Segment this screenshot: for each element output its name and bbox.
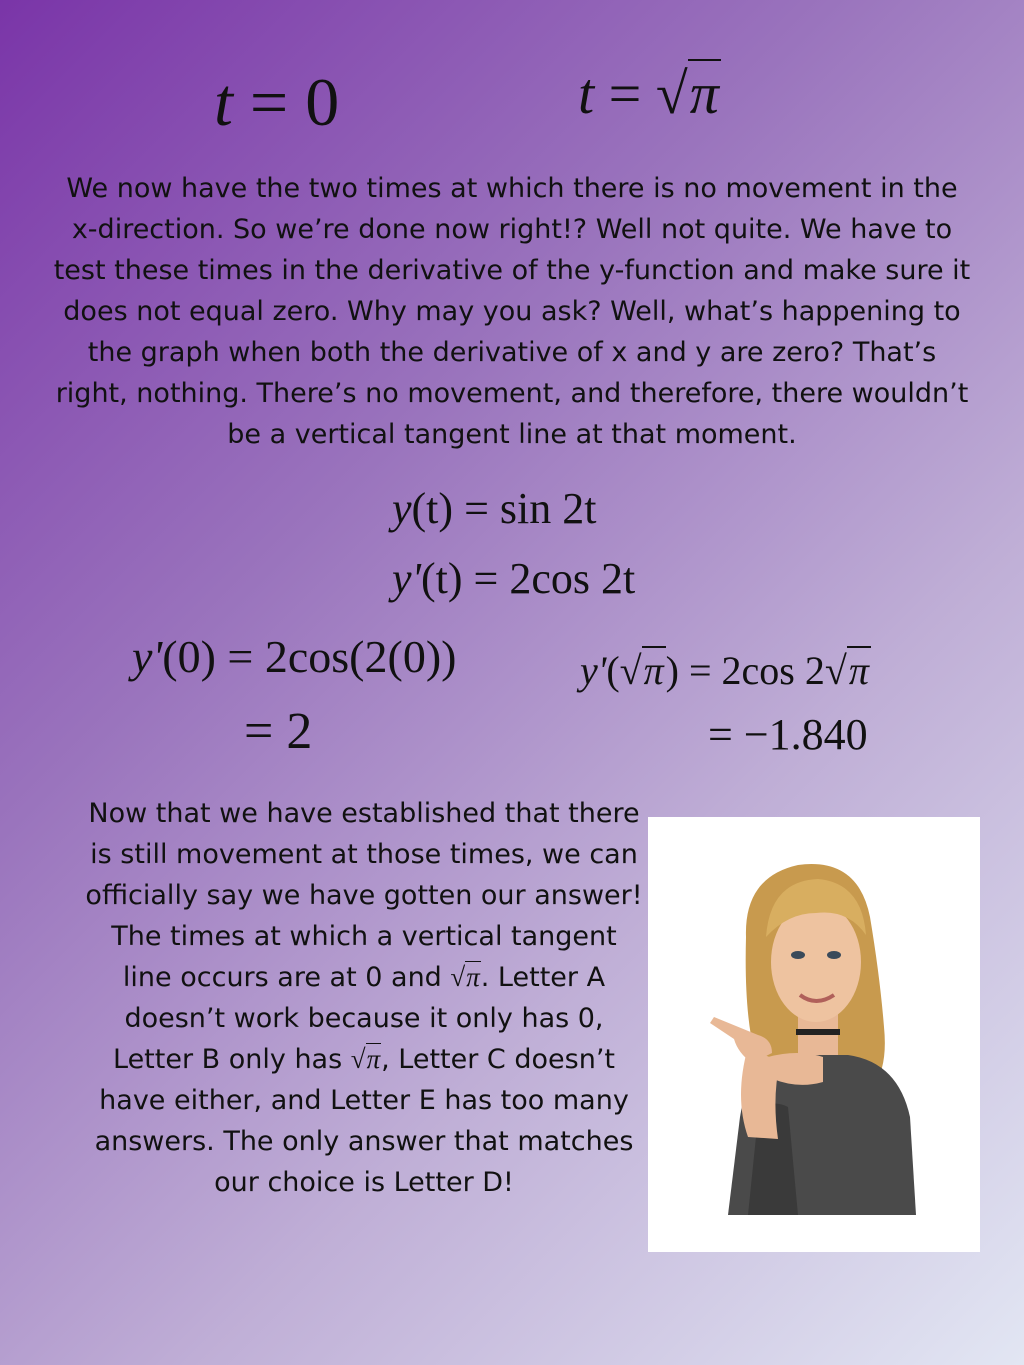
conclusion-text-3: , Letter C doesn’t have either, and Letter E has too many answers. The only answer that matches our choice is Letter D! [94,1044,634,1198]
equation-y-prime-zero: y'(0) = 2cos(2(0)) [132,631,457,682]
equation-y-prime-zero-result: = 2 [244,703,313,760]
sqrt-pi-inline: √π [450,962,480,992]
conclusion-text-2: . Letter A doesn’t work because it only has 0, Letter B only has [113,962,606,1075]
equation-y-prime-sqrt-pi: y'(√π) = 2cos 2√π [580,648,869,693]
equation-t-zero: t = 0 [214,64,340,140]
woman-pointing-illustration [648,817,980,1252]
conclusion-text-1: Now that we have established that there is still movement at those times, we can officially say we have gotten our answer! The times at which a vertical tangent line occurs are at 0 and [85,798,643,993]
equation-y-of-t: y(t) = sin 2t [392,484,597,533]
photo [648,817,980,1252]
equation-y-prime-sqrt-pi-result: = −1.840 [708,710,868,759]
equation-t-sqrt-pi: t = √π [578,61,719,126]
conclusion-paragraph [84,793,644,1203]
sqrt-pi-inline: √π [350,1044,381,1074]
explanation-paragraph: We now have the two times at which there is no movement in the x-direction. So we’re done now right!? Well not quite. We have to test these times in the derivative of the y-function and make sure it does not equal zero. Why may you ask? Well, what’s happening to the graph when both the derivative of x and y are zero? That’s right, nothing. There’s no movement, and therefore, there wouldn’t be a vertical tangent line at that moment. [53,173,971,450]
equation-y-prime-of-t: y'(t) = 2cos 2t [392,554,636,603]
